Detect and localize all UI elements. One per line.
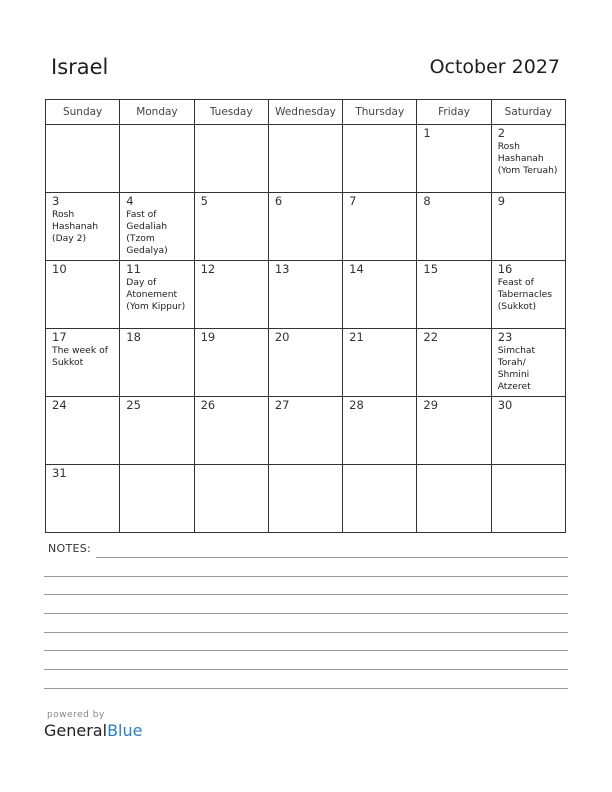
notes-line [44,594,568,595]
day-cell [417,329,491,397]
day-cell [491,465,565,533]
day-cell [491,193,565,261]
day-number: 26 [200,398,216,412]
weekday-header-row [46,100,566,125]
day-cell [343,465,417,533]
notes-label: NOTES: [48,542,92,555]
notes-line [96,557,568,558]
holiday-label: Day of Atonement (Yom Kippur) [126,277,186,312]
day-number: 6 [274,194,283,208]
holiday-label: Simchat Torah/ Shmini Atzeret [497,345,536,392]
holiday-label: Feast of Tabernacles (Sukkot) [497,277,553,312]
day-number: 12 [200,262,216,276]
day-cell [268,329,342,397]
weekday-tuesday: Tuesday [194,100,268,125]
day-cell [343,125,417,193]
day-cell [194,261,268,329]
brand-blue: Blue [107,721,143,740]
day-number: 10 [52,262,67,276]
notes-line [44,669,568,670]
day-number: 28 [349,398,364,412]
day-cell [417,261,491,329]
powered-by-text: powered by [47,710,105,720]
brand-general: General [44,721,108,740]
day-cell [120,261,194,329]
day-number: 24 [52,398,67,412]
weekday-friday: Friday [417,100,491,125]
day-cell [120,329,194,397]
day-number: 13 [274,262,290,276]
day-cell [491,329,565,397]
day-number: 21 [349,330,364,344]
holiday-label: Rosh Hashanah (Day 2) [52,209,99,244]
day-number: 18 [126,330,141,344]
holiday-label: Fast of Gedaliah (Tzom Gedalya) [126,209,168,256]
day-number: 5 [200,194,208,208]
day-number: 23 [497,330,513,344]
day-cell [343,261,417,329]
day-cell [417,465,491,533]
day-number: 27 [274,398,290,412]
day-number: 31 [52,466,67,480]
day-number: 3 [52,194,60,208]
brand-logo [44,721,142,740]
day-number: 1 [423,126,431,140]
day-cell [46,261,120,329]
day-number: 17 [52,330,67,344]
day-cell [194,125,268,193]
day-cell [343,329,417,397]
day-number: 20 [274,330,290,344]
day-cell [268,193,342,261]
day-cell [268,125,342,193]
day-cell [120,465,194,533]
day-cell [491,397,565,465]
notes-line [44,576,568,577]
day-number: 4 [126,194,134,208]
day-cell [46,193,120,261]
day-cell [491,125,565,193]
week-row [46,397,566,465]
calendar-grid [45,99,566,533]
day-cell [194,193,268,261]
day-cell [268,465,342,533]
day-number: 22 [423,330,439,344]
notes-line [44,632,568,633]
week-row [46,125,566,193]
day-number: 11 [126,262,141,276]
day-cell [417,193,491,261]
day-cell [120,125,194,193]
country-title: Israel [51,55,109,79]
weekday-sunday: Sunday [46,100,120,125]
day-cell [46,329,120,397]
day-cell [46,465,120,533]
weekday-saturday: Saturday [491,100,565,125]
week-row [46,193,566,261]
day-number: 16 [497,262,513,276]
day-number: 14 [349,262,364,276]
notes-line [44,613,568,614]
month-year-title: October 2027 [429,56,560,78]
day-number: 15 [423,262,439,276]
day-cell [46,125,120,193]
day-number: 30 [497,398,513,412]
day-cell [491,261,565,329]
week-row [46,465,566,533]
day-number: 8 [423,194,431,208]
day-number: 19 [200,330,216,344]
day-number: 25 [126,398,141,412]
day-cell [417,397,491,465]
holiday-label: The week of Sukkot [52,345,108,368]
day-cell [120,397,194,465]
day-cell [194,329,268,397]
day-number: 7 [349,194,357,208]
week-row [46,261,566,329]
day-number: 29 [423,398,439,412]
week-row [46,329,566,397]
weekday-monday: Monday [120,100,194,125]
day-cell [46,397,120,465]
notes-line [44,688,568,689]
holiday-label: Rosh Hashanah (Yom Teruah) [497,141,558,176]
day-number: 9 [497,194,506,208]
day-cell [343,193,417,261]
day-number: 2 [497,126,506,140]
day-cell [343,397,417,465]
day-cell [417,125,491,193]
day-cell [194,465,268,533]
day-cell [194,397,268,465]
weekday-thursday: Thursday [343,100,417,125]
day-cell [268,261,342,329]
notes-line [44,650,568,651]
day-cell [120,193,194,261]
weekday-wednesday: Wednesday [268,100,342,125]
day-cell [268,397,342,465]
